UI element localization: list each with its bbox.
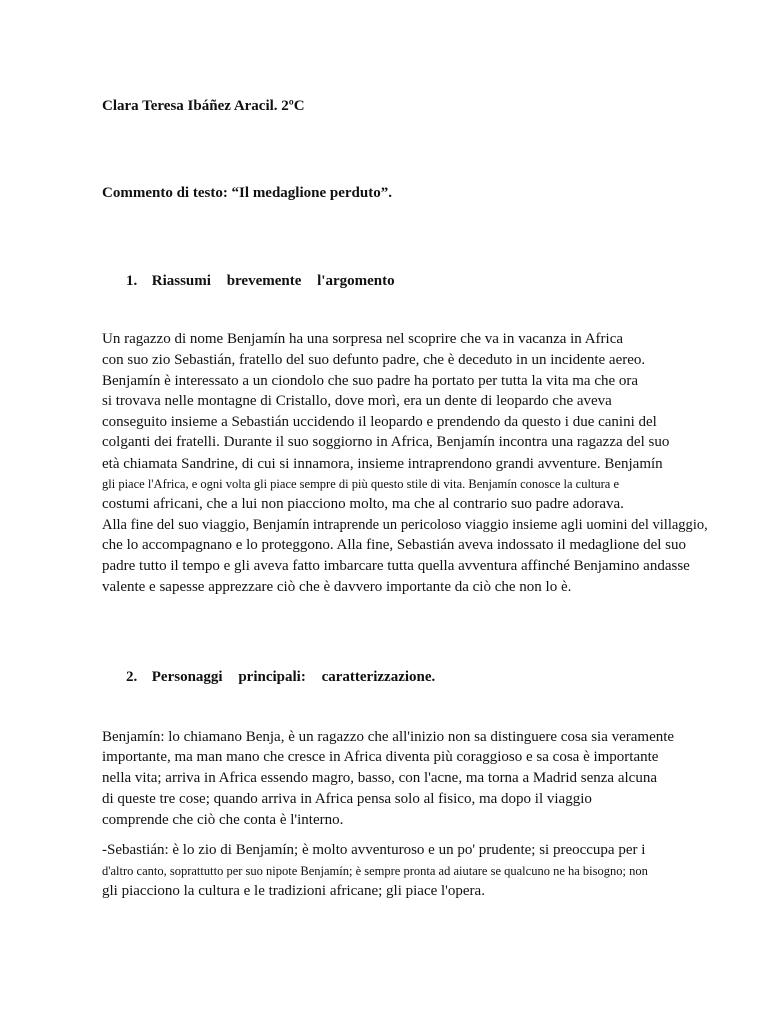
text-line: con suo zio Sebastián, fratello del suo defunto padre, che è deceduto in un incidente aereo. xyxy=(102,352,646,368)
section-2-heading-word: Personaggi xyxy=(151,669,223,685)
text-line: nella vita; arriva in Africa essendo magro, basso, con l'acne, ma torna a Madrid senza alcuna xyxy=(102,770,657,786)
text-line: Benjamín: lo chiamano Benja, è un ragazzo che all'inizio non sa distinguere cosa sia veramente xyxy=(102,729,675,745)
text-line: valente e sapesse apprezzare ciò che è davvero importante da ciò che non lo è. xyxy=(102,579,572,595)
section-1-heading xyxy=(126,271,407,291)
text-line: gli piace l'Africa, e ogni volta gli piace sempre di più questo stile di vita. Benjamín conosce la cultura e xyxy=(102,477,620,491)
section-2-number: 2. xyxy=(126,669,138,685)
text-line: Un ragazzo di nome Benjamín ha una sorpresa nel scoprire che va in vacanza in Africa xyxy=(102,331,624,347)
text-line: età chiamata Sandrine, di cui si innamora, insieme intraprendono grandi avventure. Benjamín xyxy=(102,456,663,472)
text-line: conseguito insieme a Sebastián uccidendo il leopardo e prendendo da questo i due canini del xyxy=(102,414,657,430)
section-1-number: 1. xyxy=(126,273,138,289)
text-line: d'altro canto, soprattutto per suo nipote Benjamín; è sempre pronta ad aiutare se qualcuno ne ha bisogno; non xyxy=(102,864,648,878)
section-1-heading-word: brevemente xyxy=(226,273,302,289)
text-line: Benjamín è interessato a un ciondolo che suo padre ha portato per tutta la vita ma che ora xyxy=(102,373,639,389)
text-line: che lo accompagnano e lo proteggono. Alla fine, Sebastián aveva indossato il medaglione del suo xyxy=(102,537,687,553)
text-line: di queste tre cose; quando arriva in Africa pensa solo al fisico, ma dopo il viaggio xyxy=(102,791,592,807)
text-line: costumi africani, che a lui non piacciono molto, ma che al contrario suo padre adorava. xyxy=(102,496,624,512)
author-line: Clara Teresa Ibáñez Aracil. 2ºC xyxy=(102,98,305,114)
text-line: padre tutto il tempo e gli aveva fatto imbarcare tutta quella avventura affinché Benjamino andasse xyxy=(102,558,690,574)
text-line: -Sebastián: è lo zio di Benjamín; è molto avventuroso e un po' prudente; si preoccupa per i xyxy=(102,842,646,858)
document-title: Commento di testo: “Il medaglione perduto”. xyxy=(102,185,392,201)
text-line: importante, ma man mano che cresce in Africa diventa più coraggioso e sa cosa è importante xyxy=(102,749,659,765)
section-1-heading-word: Riassumi xyxy=(151,273,211,289)
text-line: Alla fine del suo viaggio, Benjamín intraprende un pericoloso viaggio insieme agli uomini del villaggio, xyxy=(102,517,708,533)
text-line: si trovava nelle montagne di Cristallo, dove morì, era un dente di leopardo che aveva xyxy=(102,393,612,409)
section-2-heading-word: caratterizzazione. xyxy=(321,669,436,685)
section-2-heading xyxy=(126,667,447,687)
text-line: colganti dei fratelli. Durante il suo soggiorno in Africa, Benjamín incontra una ragazza del suo xyxy=(102,434,670,450)
text-line: comprende che ciò che conta è l'interno. xyxy=(102,812,344,828)
section-2-heading-word: principali: xyxy=(238,669,306,685)
text-line: gli piacciono la cultura e le tradizioni africane; gli piace l'opera. xyxy=(102,883,485,899)
section-1-heading-word: l'argomento xyxy=(317,273,395,289)
